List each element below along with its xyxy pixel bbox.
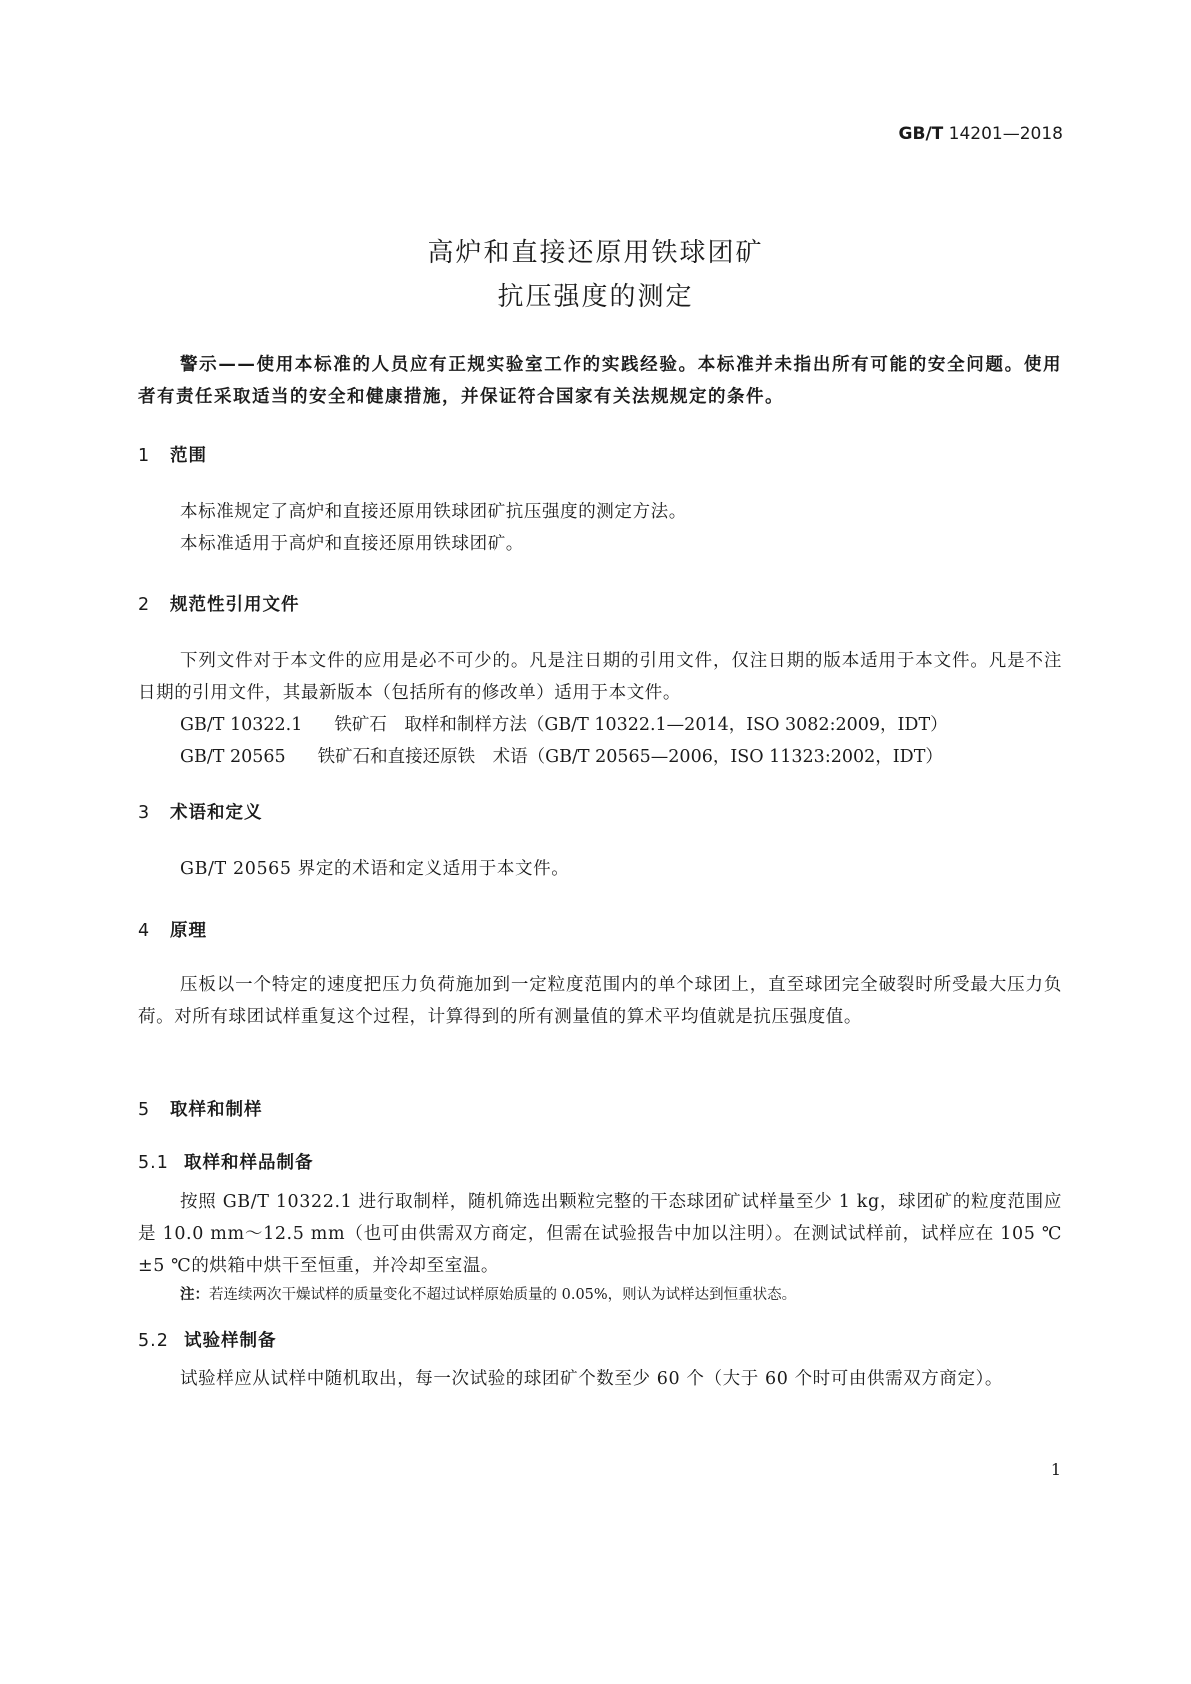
section-1-heading	[138, 442, 1062, 467]
section-5-1-paragraph-1: 按照 GB/T 10322.1 进行取制样，随机筛选出颗粒完整的干态球团矿试样量至少 1 kg，球团矿的粒度范围应是 10.0 mm～12.5 mm（也可由供需双方商定，但需在试验报告中加以注明）。在测试试样前，试样应在 105 ℃±5 ℃的烘箱中烘干至恒重，并冷却至室温。	[138, 1192, 1062, 1276]
document-title-line2: 抗压强度的测定	[497, 282, 694, 312]
reference-text: 铁矿石 取样和制样方法（GB/T 10322.1—2014，ISO 3082:2009，IDT）	[334, 715, 948, 735]
section-5-2-title: 试验样制备	[184, 1331, 277, 1351]
section-1-number: 1	[138, 446, 151, 466]
section-5-1-number: 5.1	[138, 1153, 169, 1173]
section-2-number: 2	[138, 595, 151, 615]
reference-code: GB/T 10322.1	[180, 715, 303, 735]
section-3-heading	[138, 799, 1062, 824]
section-5-1-note	[138, 1282, 1062, 1308]
section-4-title: 原理	[170, 921, 207, 941]
section-2-paragraph-1: 下列文件对于本文件的应用是必不可少的。凡是注日期的引用文件，仅注日期的版本适用于本文件。凡是不注日期的引用文件，其最新版本（包括所有的修改单）适用于本文件。	[138, 651, 1062, 703]
standard-code-number: 14201—2018	[948, 124, 1063, 144]
section-5-heading	[138, 1096, 1062, 1121]
section-4-heading	[138, 917, 1062, 942]
section-1-title: 范围	[170, 446, 207, 466]
section-5-2-number: 5.2	[138, 1331, 169, 1351]
section-2-title: 规范性引用文件	[170, 595, 300, 615]
page-number: 1	[1050, 1460, 1061, 1479]
standard-code	[899, 124, 1063, 144]
reference-item	[138, 709, 1062, 741]
section-2-heading	[138, 591, 1062, 616]
note-label: 注：	[180, 1287, 209, 1303]
warning-paragraph: 警示——使用本标准的人员应有正规实验室工作的实践经验。本标准并未指出所有可能的安全问题。使用者有责任采取适当的安全和健康措施，并保证符合国家有关法规规定的条件。	[138, 355, 1062, 407]
section-5-number: 5	[138, 1100, 151, 1120]
section-1-paragraph-2: 本标准适用于高炉和直接还原用铁球团矿。	[180, 534, 524, 554]
section-4-number: 4	[138, 921, 151, 941]
section-3-title: 术语和定义	[170, 803, 263, 823]
section-5-title: 取样和制样	[170, 1100, 263, 1120]
section-3-number: 3	[138, 803, 151, 823]
note-text: 若连续两次干燥试样的质量变化不超过试样原始质量的 0.05%，则认为试样达到恒重状态。	[209, 1287, 797, 1303]
standard-code-prefix: GB/T	[898, 124, 944, 144]
section-5-2-paragraph-1: 试验样应从试样中随机取出，每一次试验的球团矿个数至少 60 个（大于 60 个时可由供需双方商定）。	[180, 1369, 1004, 1389]
section-3-paragraph-1: GB/T 20565 界定的术语和定义适用于本文件。	[180, 859, 570, 879]
reference-code: GB/T 20565	[180, 747, 286, 767]
document-title-line1: 高炉和直接还原用铁球团矿	[427, 238, 764, 268]
section-5-1-heading	[138, 1149, 1062, 1174]
reference-item	[138, 741, 1062, 773]
reference-text: 铁矿石和直接还原铁 术语（GB/T 20565—2006，ISO 11323:2002，IDT）	[317, 747, 943, 767]
section-1-paragraph-1: 本标准规定了高炉和直接还原用铁球团矿抗压强度的测定方法。	[180, 502, 687, 522]
section-5-1-title: 取样和样品制备	[184, 1153, 314, 1173]
section-4-paragraph-1: 压板以一个特定的速度把压力负荷施加到一定粒度范围内的单个球团上，直至球团完全破裂时所受最大压力负荷。对所有球团试样重复这个过程，计算得到的所有测量值的算术平均值就是抗压强度值。	[138, 975, 1062, 1027]
section-5-2-heading	[138, 1327, 1062, 1352]
